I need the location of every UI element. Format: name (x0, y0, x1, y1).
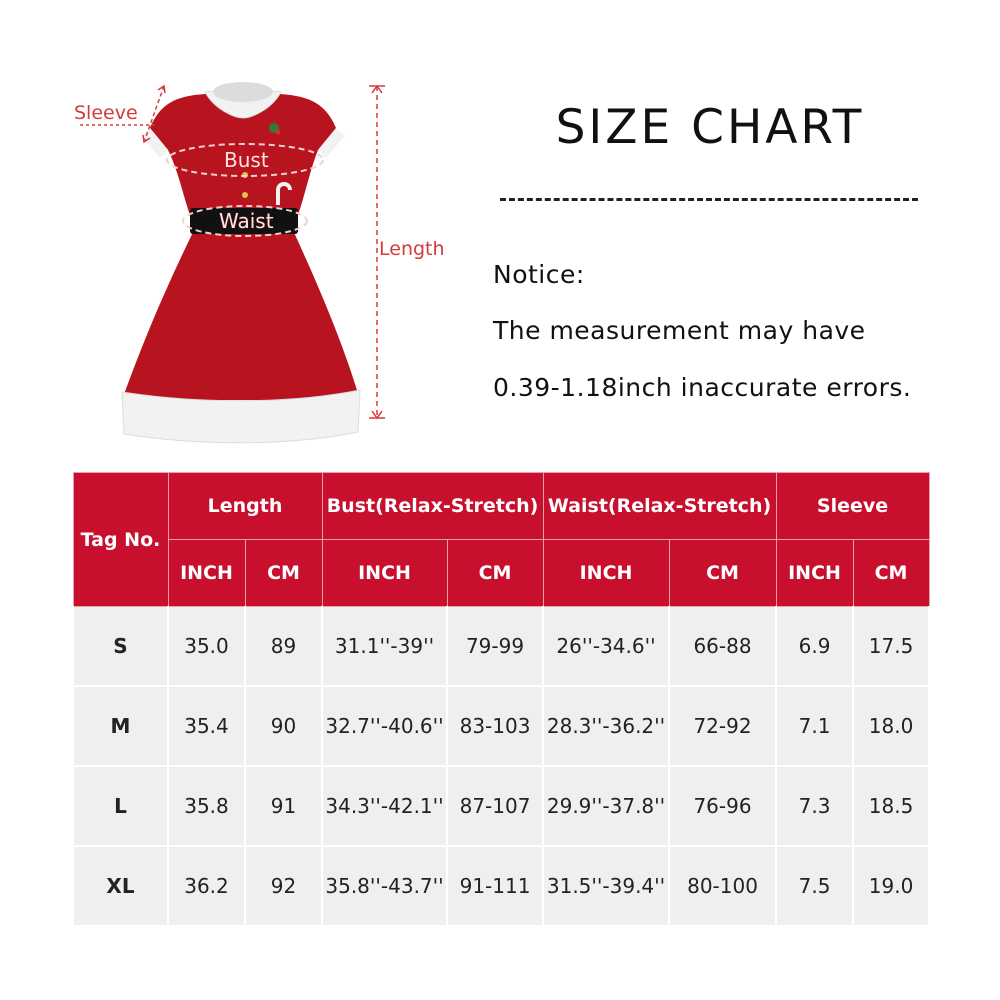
dashed-divider (500, 198, 918, 201)
table-cell: 35.8''-43.7'' (322, 846, 447, 926)
table-row (73, 686, 929, 766)
tag-cell: XL (73, 846, 168, 926)
sleeve-label: Sleeve (74, 102, 138, 124)
tag-cell: M (73, 686, 168, 766)
table-cell: 90 (245, 686, 322, 766)
table-cell: 91-111 (447, 846, 543, 926)
dress-neckline (213, 82, 273, 102)
table-cell: 89 (245, 607, 322, 687)
notice-heading: Notice: (493, 260, 585, 289)
group-header-length: Length (168, 473, 322, 540)
table-cell: 83-103 (447, 686, 543, 766)
table-cell: 36.2 (168, 846, 245, 926)
table-cell: 87-107 (447, 766, 543, 846)
notice-line-2: 0.39-1.18inch inaccurate errors. (493, 373, 912, 402)
table-cell: 31.5''-39.4'' (543, 846, 669, 926)
dress-button (242, 192, 248, 198)
tag-cell: L (73, 766, 168, 846)
group-header-waist: Waist(Relax-Stretch) (543, 473, 776, 540)
table-cell: 17.5 (853, 607, 929, 687)
table-cell: 28.3''-36.2'' (543, 686, 669, 766)
unit-header: INCH (776, 540, 853, 607)
page-title: SIZE CHART (555, 100, 865, 155)
dress-skirt (122, 228, 360, 400)
dress-illustration (0, 0, 470, 460)
table-row (73, 766, 929, 846)
tag-header: Tag No. (73, 473, 168, 607)
table-row (73, 846, 929, 926)
table-cell: 66-88 (669, 607, 776, 687)
unit-header: INCH (168, 540, 245, 607)
unit-header: INCH (322, 540, 447, 607)
waist-label: Waist (219, 209, 274, 233)
table-cell: 35.0 (168, 607, 245, 687)
size-table (72, 472, 930, 927)
unit-header: CM (853, 540, 929, 607)
table-cell: 18.0 (853, 686, 929, 766)
table-cell: 26''-34.6'' (543, 607, 669, 687)
table-cell: 72-92 (669, 686, 776, 766)
table-cell: 7.3 (776, 766, 853, 846)
unit-header: CM (245, 540, 322, 607)
unit-header: INCH (543, 540, 669, 607)
tag-cell: S (73, 607, 168, 687)
group-header-bust: Bust(Relax-Stretch) (322, 473, 543, 540)
table-cell: 92 (245, 846, 322, 926)
table-cell: 32.7''-40.6'' (322, 686, 447, 766)
bust-label: Bust (224, 148, 269, 172)
group-header-sleeve: Sleeve (776, 473, 929, 540)
table-row (73, 607, 929, 687)
unit-header: CM (447, 540, 543, 607)
table-cell: 6.9 (776, 607, 853, 687)
table-cell: 35.8 (168, 766, 245, 846)
table-cell: 34.3''-42.1'' (322, 766, 447, 846)
table-cell: 7.5 (776, 846, 853, 926)
table-cell: 7.1 (776, 686, 853, 766)
table-cell: 19.0 (853, 846, 929, 926)
length-label: Length (379, 238, 445, 260)
table-cell: 80-100 (669, 846, 776, 926)
table-cell: 35.4 (168, 686, 245, 766)
table-cell: 91 (245, 766, 322, 846)
notice-line-1: The measurement may have (493, 316, 866, 345)
table-cell: 76-96 (669, 766, 776, 846)
table-cell: 18.5 (853, 766, 929, 846)
table-cell: 29.9''-37.8'' (543, 766, 669, 846)
table-cell: 31.1''-39'' (322, 607, 447, 687)
table-cell: 79-99 (447, 607, 543, 687)
unit-header: CM (669, 540, 776, 607)
